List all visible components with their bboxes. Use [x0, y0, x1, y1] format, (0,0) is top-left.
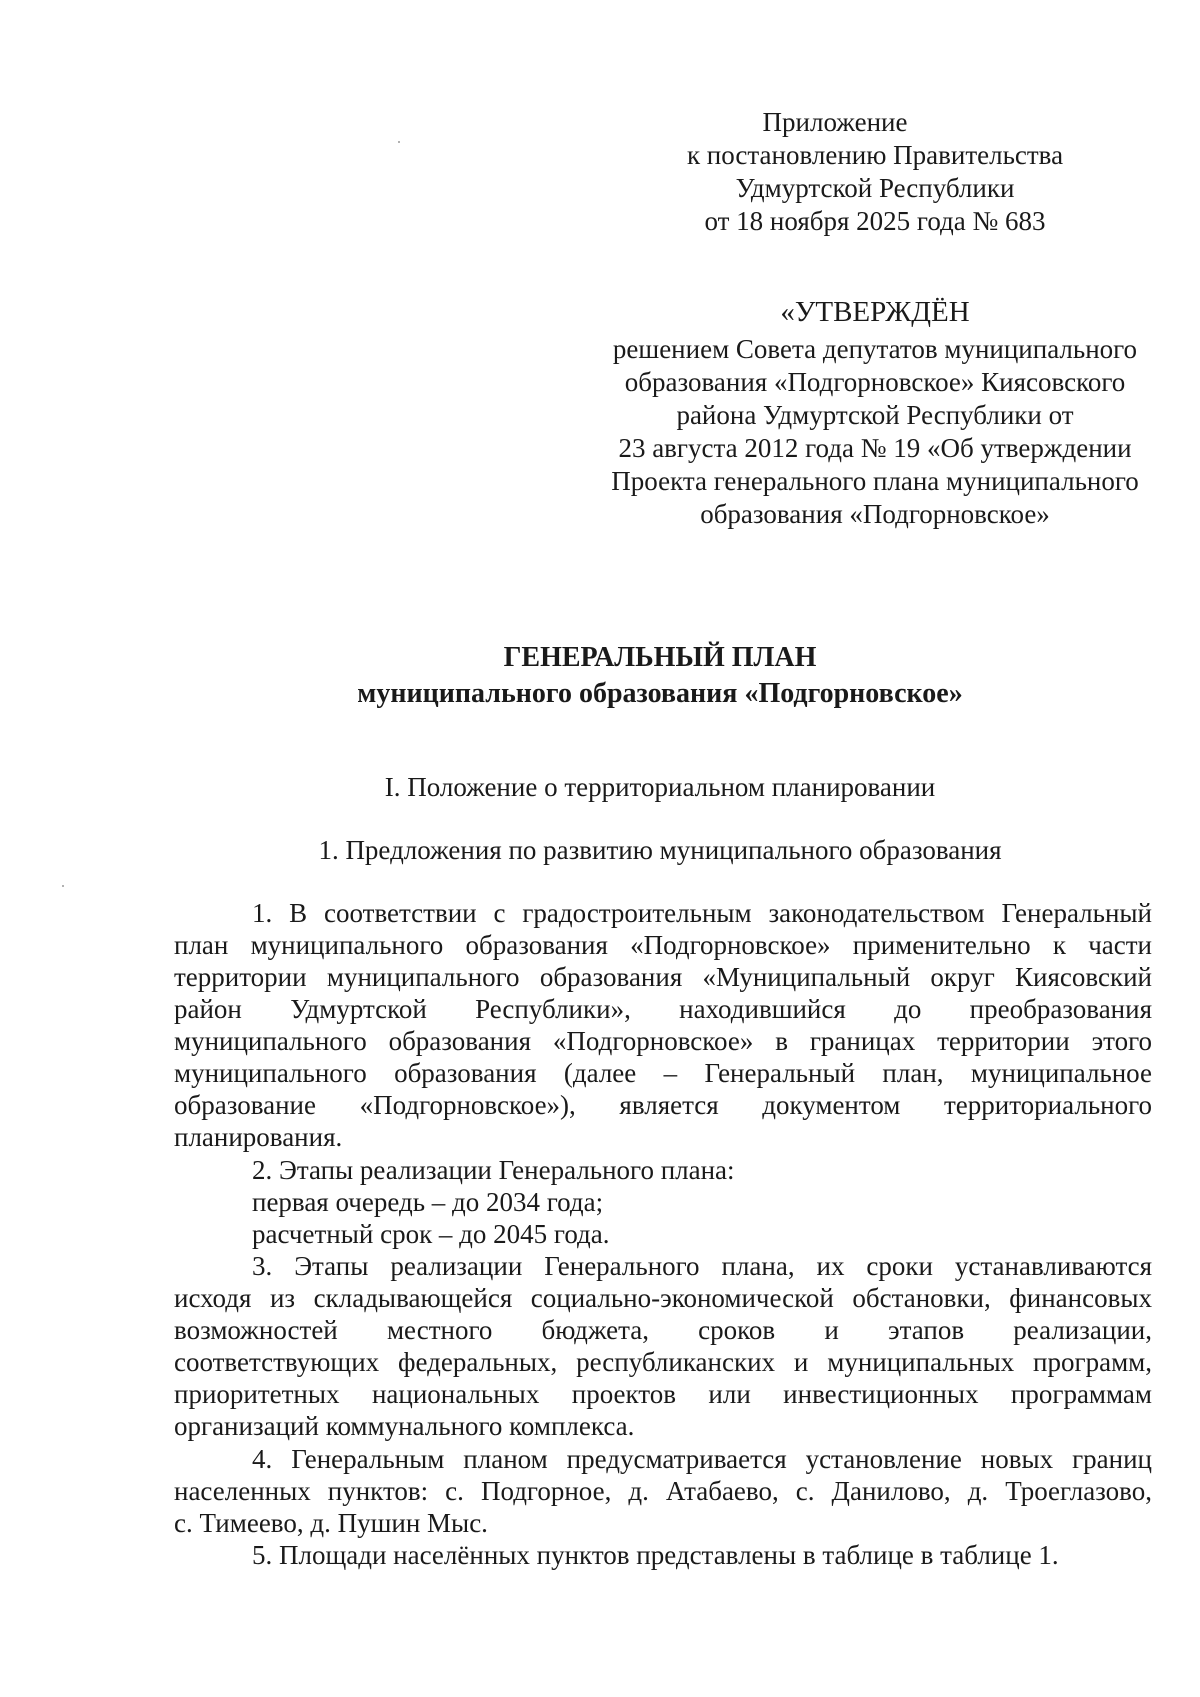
paragraph-line: образование «Подгорновское»), является документом территориального — [174, 1090, 1152, 1120]
appendix-line-4: от 18 ноября 2025 года № 683 — [704, 206, 1046, 236]
paragraph-line: муниципального образования (далее – Генеральный план, муниципальное — [174, 1058, 1152, 1088]
approved-line-4: района Удмуртской Республики от — [676, 400, 1074, 430]
paragraph-line: план муниципального образования «Подгорновское» применительно к части — [174, 930, 1152, 960]
appendix-line-1: Приложение — [762, 107, 908, 137]
scan-speck — [398, 141, 400, 143]
title-line-1: ГЕНЕРАЛЬНЫЙ ПЛАН — [503, 642, 817, 673]
paragraph-line: населенных пунктов: с. Подгорное, д. Атабаево, с. Данилово, д. Троеглазово, — [174, 1476, 1152, 1506]
approved-line-3: образования «Подгорновское» Киясовского — [624, 367, 1126, 397]
paragraph-line: первая очередь – до 2034 года; — [252, 1187, 604, 1217]
paragraph-line: с. Тимеево, д. Пушин Мыс. — [174, 1508, 488, 1538]
paragraph-line: приоритетных национальных проектов или инвестиционных программам — [174, 1379, 1152, 1409]
paragraph-line: муниципального образования «Подгорновское» в границах территории этого — [174, 1026, 1152, 1056]
approved-line-6: Проекта генерального плана муниципального — [611, 466, 1139, 496]
paragraph-line: 1. В соответствии с градостроительным законодательством Генеральный — [252, 898, 1152, 928]
paragraph-line: исходя из складывающейся социально-экономической обстановки, финансовых — [174, 1283, 1152, 1313]
section-subheading: 1. Предложения по развитию муниципального образования — [318, 835, 1002, 865]
paragraph-line: 4. Генеральным планом предусматривается установление новых границ — [252, 1444, 1152, 1474]
title-line-2: муниципального образования «Подгорновское» — [357, 678, 963, 709]
paragraph-line: 2. Этапы реализации Генерального плана: — [252, 1155, 735, 1185]
section-heading: I. Положение о территориальном планировании — [384, 772, 936, 802]
approved-line-2: решением Совета депутатов муниципального — [612, 334, 1138, 364]
paragraph-line: 3. Этапы реализации Генерального плана, их сроки устанавливаются — [252, 1251, 1152, 1281]
paragraph-line: соответствующих федеральных, республиканских и муниципальных программ, — [174, 1347, 1152, 1377]
scan-speck — [62, 885, 64, 887]
approved-line-1: «УТВЕРЖДЁН — [780, 296, 970, 328]
appendix-line-3: Удмуртской Республики — [735, 173, 1015, 203]
paragraph-line: организаций коммунального комплекса. — [174, 1411, 635, 1441]
paragraph-line: расчетный срок – до 2045 года. — [252, 1219, 610, 1249]
paragraph-line: планирования. — [174, 1122, 343, 1152]
paragraph-line: возможностей местного бюджета, сроков и этапов реализации, — [174, 1315, 1152, 1345]
approved-line-7: образования «Подгорновское» — [700, 499, 1050, 529]
paragraph-line: 5. Площади населённых пунктов представлены в таблице в таблице 1. — [252, 1540, 1059, 1570]
approved-line-5: 23 августа 2012 года № 19 «Об утверждении — [618, 433, 1132, 463]
paragraph-line: район Удмуртской Республики», находившийся до преобразования — [174, 994, 1152, 1024]
appendix-line-2: к постановлению Правительства — [686, 140, 1064, 170]
paragraph-line: территории муниципального образования «Муниципальный округ Киясовский — [174, 962, 1152, 992]
